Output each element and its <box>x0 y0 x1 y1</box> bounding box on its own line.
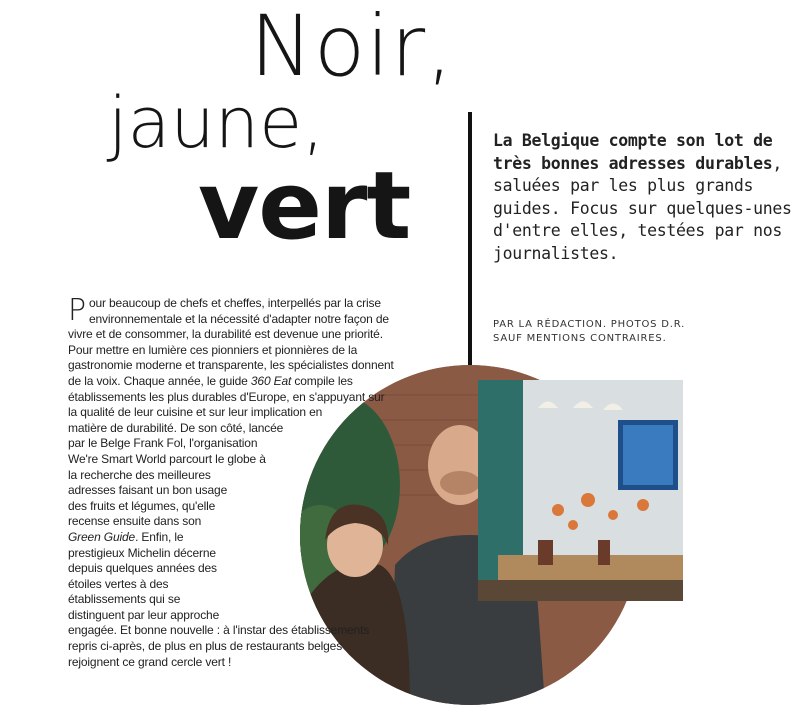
credits-line-1: PAR LA RÉDACTION. PHOTOS D.R. <box>493 319 686 330</box>
headline-line-1: Noir, <box>250 0 454 95</box>
body-seg-2: compile les établissements les plus durables d'Europe, en s'appuyant sur la qualité de leur cuisine et sur leur implication en matière de durabilité. De son côté, lancée par le Belge Frank Fol, l'organisation We're Smart World parcourt le globe à la recherche des meilleures adresses faisant un bon usage des fruits et légumes, qu'elle recense ensuite dans son <box>68 373 385 529</box>
lede-rest: , saluées par les plus grands guides. Focus sur quelques-unes d'entre elles, testées par nos journalistes. <box>493 153 792 263</box>
restaurant-photo <box>478 380 683 601</box>
lede-paragraph <box>493 130 793 265</box>
body-seg-3: . Enfin, le prestigieux Michelin décerne depuis quelques années des étoiles vertes à des établissements qui se distinguent par leur approche engagée. Et bonne nouvelle : à l'instar des établissements repris ci-après, de plus en plus de restaurants belges rejoignent ce grand cercle vert ! <box>68 529 370 669</box>
body-em-green-guide: Green Guide <box>68 529 136 544</box>
byline-credits <box>493 318 685 346</box>
body-seg-1: our beaucoup de chefs et cheffes, interpellés par la crise environnementale et la nécessité d'adapter notre façon de vivre et de consommer, la durabilité est devenue une priorité. Pour mettre en lumière ces pionniers et pionnières de la gastronomie moderne et transparente, les spécialistes donnent de la voix. Chaque année, le guide <box>68 296 394 388</box>
dropcap: P <box>68 293 86 328</box>
credits-line-2: SAUF MENTIONS CONTRAIRES. <box>493 333 667 344</box>
article-body <box>68 293 396 670</box>
body-em-guide: 360 Eat <box>250 373 292 388</box>
headline-line-2: jaune, <box>108 82 325 164</box>
lede-bold: La Belgique compte son lot de très bonnes adresses durables <box>493 131 773 173</box>
headline-line-3: vert <box>198 152 411 261</box>
